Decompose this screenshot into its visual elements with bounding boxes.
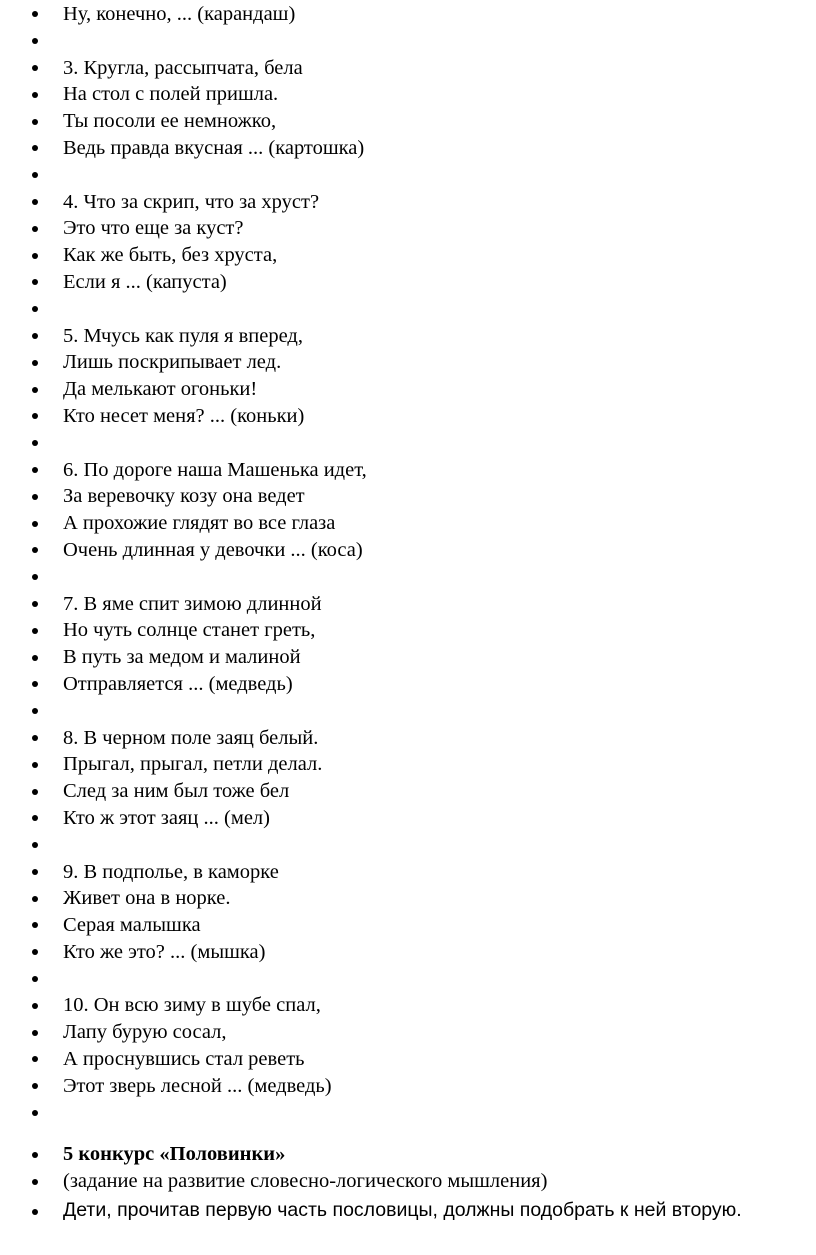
bullet-icon [32, 681, 38, 687]
list-item-text: Кто несет меня? ... (коньки) [63, 404, 305, 427]
list-item-text: А проснувшись стал реветь [63, 1048, 305, 1071]
contest-subheading-item [0, 1168, 816, 1195]
list-item [0, 349, 816, 376]
list-item-text: Ведь правда вкусная ... (картошка) [63, 136, 365, 159]
list-item-text: 7. В яме спит зимою длинной [63, 592, 322, 615]
list-item-text: Ты посоли ее немножко, [63, 110, 277, 133]
bullet-icon [32, 1179, 38, 1185]
bullet-icon [32, 789, 38, 795]
list-item [0, 510, 816, 537]
list-item [0, 162, 816, 189]
list-item [0, 1019, 816, 1046]
bullet-icon [32, 1003, 38, 1009]
list-item-text: Да мелькают огоньки! [63, 378, 258, 401]
bullet-icon [32, 869, 38, 875]
list-item-text: Кто ж этот заяц ... (мел) [63, 806, 270, 829]
bullet-icon [32, 172, 38, 178]
list-item-text: На стол с полей пришла. [63, 83, 279, 106]
bullet-icon [32, 306, 38, 312]
bullet-icon [32, 65, 38, 71]
list-item [0, 912, 816, 939]
list-item-text: Отправляется ... (медведь) [63, 672, 293, 695]
list-item-text: 3. Кругла, рассыпчата, бела [63, 56, 303, 79]
bullet-icon [32, 92, 38, 98]
list-item-text: Серая малышка [63, 914, 201, 937]
list-item-text: Кто же это? ... (мышка) [63, 940, 266, 963]
list-item [0, 1, 816, 28]
list-item-text: 6. По дороге наша Машенька идет, [63, 458, 367, 481]
list-item [0, 189, 816, 216]
bullet-icon [32, 655, 38, 661]
bullet-icon [32, 387, 38, 393]
list-item [0, 591, 816, 618]
list-item [0, 885, 816, 912]
list-item-text: Очень длинная у девочки ... (коса) [63, 538, 363, 561]
list-item-text: В путь за медом и малиной [63, 646, 301, 669]
list-item [0, 376, 816, 403]
bullet-icon [32, 1152, 38, 1158]
list-item [0, 751, 816, 778]
bullet-icon [32, 1110, 38, 1116]
list-item [0, 1073, 816, 1100]
bullet-icon [32, 1056, 38, 1062]
list-item [0, 403, 816, 430]
list-item [0, 1100, 816, 1127]
list-item-text: 8. В черном поле заяц белый. [63, 726, 319, 749]
list-item [0, 939, 816, 966]
bullet-icon [32, 253, 38, 259]
contest-subheading: (задание на развитие словесно-логического мышления) [63, 1170, 548, 1193]
list-item [0, 296, 816, 323]
contest-instruction: Дети, прочитав первую часть пословицы, должны подобрать к ней вторую. [63, 1199, 742, 1222]
bullet-icon [32, 333, 38, 339]
list-item [0, 537, 816, 564]
list-item [0, 805, 816, 832]
list-item-text: Лишь поскрипывает лед. [63, 351, 282, 374]
bullet-icon [32, 11, 38, 17]
list-item [0, 698, 816, 725]
section-spacer [0, 1126, 816, 1141]
list-item-text: Если я ... (капуста) [63, 270, 227, 293]
contest-heading-item [0, 1141, 816, 1168]
bullet-icon [32, 842, 38, 848]
list-item [0, 1046, 816, 1073]
list-item [0, 28, 816, 55]
bullet-icon [32, 413, 38, 419]
list-item-text: След за ним был тоже бел [63, 780, 290, 803]
list-item [0, 725, 816, 752]
contest-heading: 5 конкурс «Половинки» [63, 1143, 286, 1166]
list-item-text: Это что еще за куст? [63, 217, 244, 240]
bullet-icon [32, 896, 38, 902]
list-item-text: Этот зверь лесной ... (медведь) [63, 1074, 332, 1097]
list-item-text: Как же быть, без хруста, [63, 244, 278, 267]
list-item-text: Ну, конечно, ... (карандаш) [63, 3, 296, 25]
list-item-text: За веревочку козу она ведет [63, 485, 305, 508]
list-item [0, 671, 816, 698]
bullet-icon [32, 1209, 38, 1215]
bullet-icon [32, 601, 38, 607]
list-item-text: 4. Что за скрип, что за хруст? [63, 190, 320, 213]
list-item-text: 10. Он всю зиму в шубе спал, [63, 994, 321, 1017]
list-item [0, 135, 816, 162]
list-item-text: 9. В подполье, в каморке [63, 860, 279, 883]
list-item [0, 269, 816, 296]
list-item-text: Прыгал, прыгал, петли делал. [63, 753, 323, 776]
bullet-icon [32, 494, 38, 500]
list-item-text: Но чуть солнце станет греть, [63, 619, 316, 642]
bullet-icon [32, 119, 38, 125]
list-item [0, 832, 816, 859]
bullet-icon [32, 360, 38, 366]
list-item [0, 859, 816, 886]
bullet-icon [32, 38, 38, 44]
bullet-icon [32, 815, 38, 821]
bullet-icon [32, 735, 38, 741]
bullet-icon [32, 199, 38, 205]
list-item [0, 215, 816, 242]
list-item-text: Живет она в норке. [63, 887, 231, 910]
list-item [0, 108, 816, 135]
bullet-icon [32, 521, 38, 527]
bullet-icon [32, 922, 38, 928]
bullet-icon [32, 145, 38, 151]
list-item-text: Лапу бурую сосал, [63, 1021, 227, 1044]
list-item [0, 242, 816, 269]
list-item [0, 81, 816, 108]
list-item [0, 430, 816, 457]
list-item [0, 966, 816, 993]
list-item [0, 483, 816, 510]
bullet-icon [32, 762, 38, 768]
list-item [0, 992, 816, 1019]
list-item [0, 564, 816, 591]
bullet-icon [32, 708, 38, 714]
list-item-text: 5. Мчусь как пуля я вперед, [63, 324, 303, 347]
list-item [0, 644, 816, 671]
list-item [0, 617, 816, 644]
bullet-icon [32, 279, 38, 285]
contest-list [0, 1141, 816, 1224]
bullet-icon [32, 226, 38, 232]
bullet-icon [32, 1083, 38, 1089]
bullet-icon [32, 440, 38, 446]
list-item-text: А прохожие глядят во все глаза [63, 512, 336, 535]
list-item [0, 778, 816, 805]
contest-instruction-item [0, 1197, 816, 1224]
list-item [0, 55, 816, 82]
bullet-icon [32, 547, 38, 553]
bullet-icon [32, 1030, 38, 1036]
bullet-icon [32, 949, 38, 955]
bullet-icon [32, 628, 38, 634]
list-item [0, 457, 816, 484]
bullet-icon [32, 574, 38, 580]
list-item [0, 323, 816, 350]
bullet-icon [32, 976, 38, 982]
bullet-icon [32, 467, 38, 473]
